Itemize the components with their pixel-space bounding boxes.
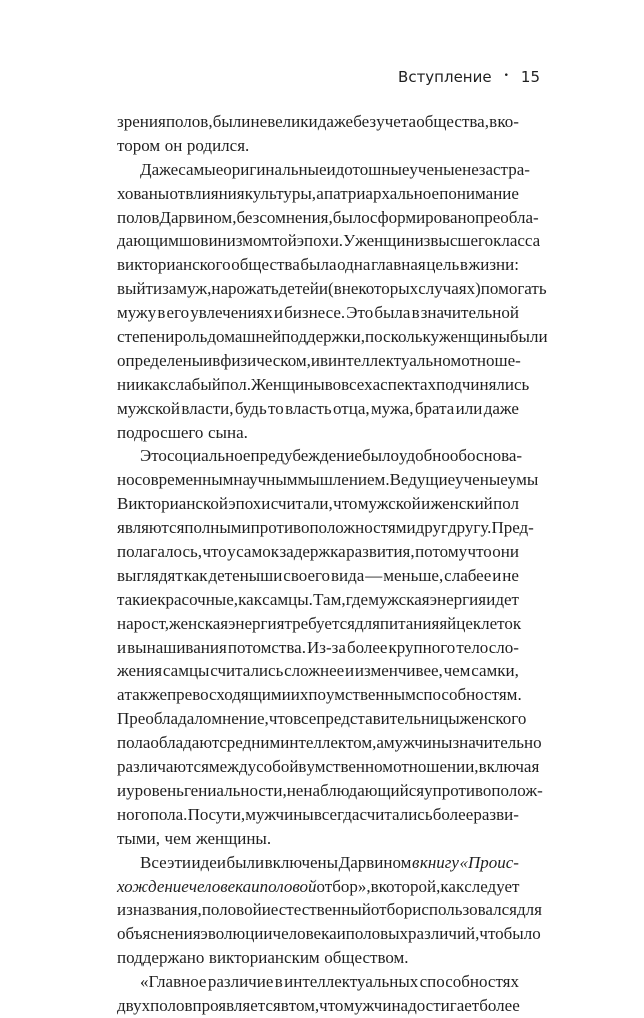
text-line: тыми, чем женщины.	[117, 828, 272, 848]
separator-dot: •	[503, 71, 509, 81]
text-line: Все эти идеи были включены Дарвином в книгу «Проис-	[140, 852, 519, 872]
text-line: Это социальное предубеждение было удобно обоснова-	[140, 446, 523, 466]
text-line: зрения полов, были невелики даже без учета общества, в ко-	[117, 112, 519, 131]
text-line: а также превосходящими их по умственным способностям.	[117, 685, 522, 705]
text-line: ного пола. По сути, мужчины всегда считались более разви-	[117, 804, 519, 824]
text-line: выглядят как детеныши своего вида — меньше, слабее и не	[117, 565, 519, 585]
body-text	[117, 110, 548, 1018]
section-title: Вступление	[398, 68, 492, 86]
text-line: викторианского общества была одна главная цель в жизни:	[117, 255, 519, 275]
running-head	[398, 68, 540, 86]
text-line: тором он родился.	[117, 135, 250, 155]
text-line: степени роль домашней поддержки, поскольку женщины были	[117, 327, 548, 347]
text-line: двух полов проявляется в том, что мужчина достигает более	[117, 995, 520, 1015]
text-line: но современным научным мышлением. Ведущие ученые умы	[117, 470, 539, 490]
text-line: мужской власти, будь то власть отца, мужа, брата или даже	[117, 398, 519, 418]
text-line: являются полными противоположностями друг другу. Пред-	[117, 518, 534, 538]
text-line: поддержано викторианским обществом.	[117, 948, 409, 968]
text-line: жения самцы считались сложнее и изменчивее, чем самки,	[117, 661, 519, 681]
text-line: Даже самые оригинальные и дотошные ученые не застра-	[140, 159, 530, 179]
text-line: нии как слабый пол. Женщины во всех аспектах подчинялись	[117, 374, 530, 394]
text-line: хождение человека и половой отбор», в которой, как следует	[117, 876, 520, 896]
text-line: из названия, половой и естественный отбор использовался для	[117, 900, 542, 920]
text-line: «Главное различие в интеллектуальных способностях	[140, 972, 519, 992]
page-number: 15	[520, 68, 540, 86]
text-line: и вынашивания потомства. Из-за более крупного телосло-	[117, 637, 519, 657]
text-line: такие красочные, как самцы. Там, где мужская энергия идет	[117, 589, 519, 609]
text-line: Преобладало мнение, что все представительницы женского	[117, 709, 527, 729]
text-line: хованы от влияния культуры, а патриархальное понимание	[117, 183, 519, 203]
text-line: различаются между собой в умственном отношении, включая	[117, 757, 540, 777]
text-line: мужу в его увлечениях и бизнесе. Это была в значительной	[117, 303, 519, 323]
text-line: полов Дарвином, без сомнения, было сформировано преобла-	[117, 207, 539, 227]
text-line: на рост, женская энергия требуется для питания яйцеклеток	[117, 613, 522, 633]
text-line: полагалось, что у самок задержка развития, потому что они	[117, 542, 519, 562]
text-line: и уровень гениальности, не наблюдающийся у противополож-	[117, 780, 543, 800]
text-line: Викторианской эпохи считали, что мужской и женский пол	[117, 494, 519, 514]
text-line: определены и в физическом, и в интеллектуальном отноше-	[117, 350, 521, 370]
text-line: объяснения эволюции человека и половых различий, что было	[117, 924, 541, 944]
text-line: подросшего сына.	[117, 422, 248, 442]
text-line: выйти замуж, нарожать детей и (в некоторых случаях) помогать	[117, 279, 547, 299]
text-line: пола обладают средним интеллектом, а мужчины значительно	[117, 733, 542, 753]
text-line: дающим шовинизмом той эпохи. У женщин из высшего класса	[117, 231, 541, 251]
